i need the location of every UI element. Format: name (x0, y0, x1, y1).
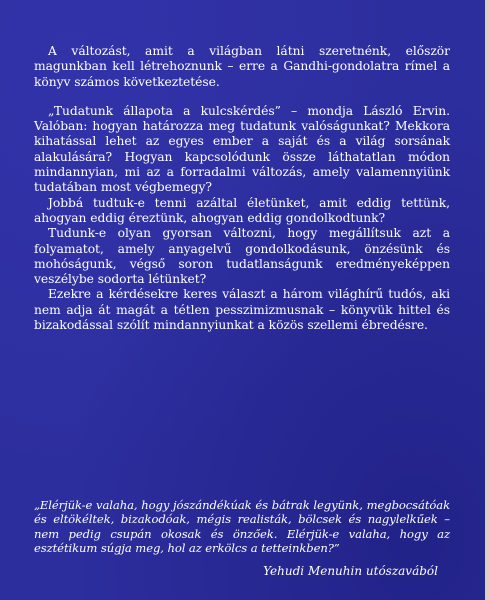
menuhin-quote-block (34, 498, 450, 579)
menuhin-quote: „Elérjük-e valaha, hogy jószándékúak és bátrak legyünk, megbocsátóak és eltökéltek, bizakodóak, mégis realisták, bölcsek és nagylelkűek – nem pedig csupán okosak és önzőek. Elérjük-e valaha, hogy az esztétikum súgja meg, hol az erkölcs a tetteinkben?” (34, 498, 450, 556)
blurb-paragraph-change: Tudunk-e olyan gyorsan változni, hogy megállítsuk azt a folyamatot, amely anyagelvű gondolkodásunk, önzésünk és mohóságunk, végső soron tudatlanságunk eredményeképpen veszélybe sodorta létünket? (34, 226, 450, 287)
blurb-paragraph-better-life: Jobbá tudtuk-e tenni azáltal életünket, amit eddig tettünk, ahogyan eddig éreztünk, ahogyan eddig gondolkodtunk? (34, 195, 450, 225)
blurb-paragraph-questions: „Tudatunk állapota a kulcskérdés” – mondja László Ervin. Valóban: hogyan határozza meg tudatunk valóságunkat? Mekkora kihatással lehet az egyes ember a saját és a világ sorsának alakulására? Hogyan kapcsolódunk össze láthatatlan módon mindannyian, mi az a forradalmi változás, amely valamennyiünk tudatában most végbemegy? (34, 103, 450, 195)
page-edge (485, 0, 489, 600)
blurb-paragraph-intro: A változást, amit a világban látni szeretnénk, először magunkban kell létrehoznunk – erre a Gandhi-gondolatra rímel a könyv számos következtetése. (34, 44, 450, 89)
blurb-paragraph-answers: Ezekre a kérdésekre keres választ a három világhírű tudós, aki nem adja át magát a tétlen pesszimizmusnak – könyvük hittel és bizakodással szólít mindannyiunkat a közös szellemi ébredésre. (34, 287, 450, 333)
blurb-text (34, 44, 450, 333)
quote-attribution: Yehudi Menuhin utószavából (263, 563, 438, 578)
